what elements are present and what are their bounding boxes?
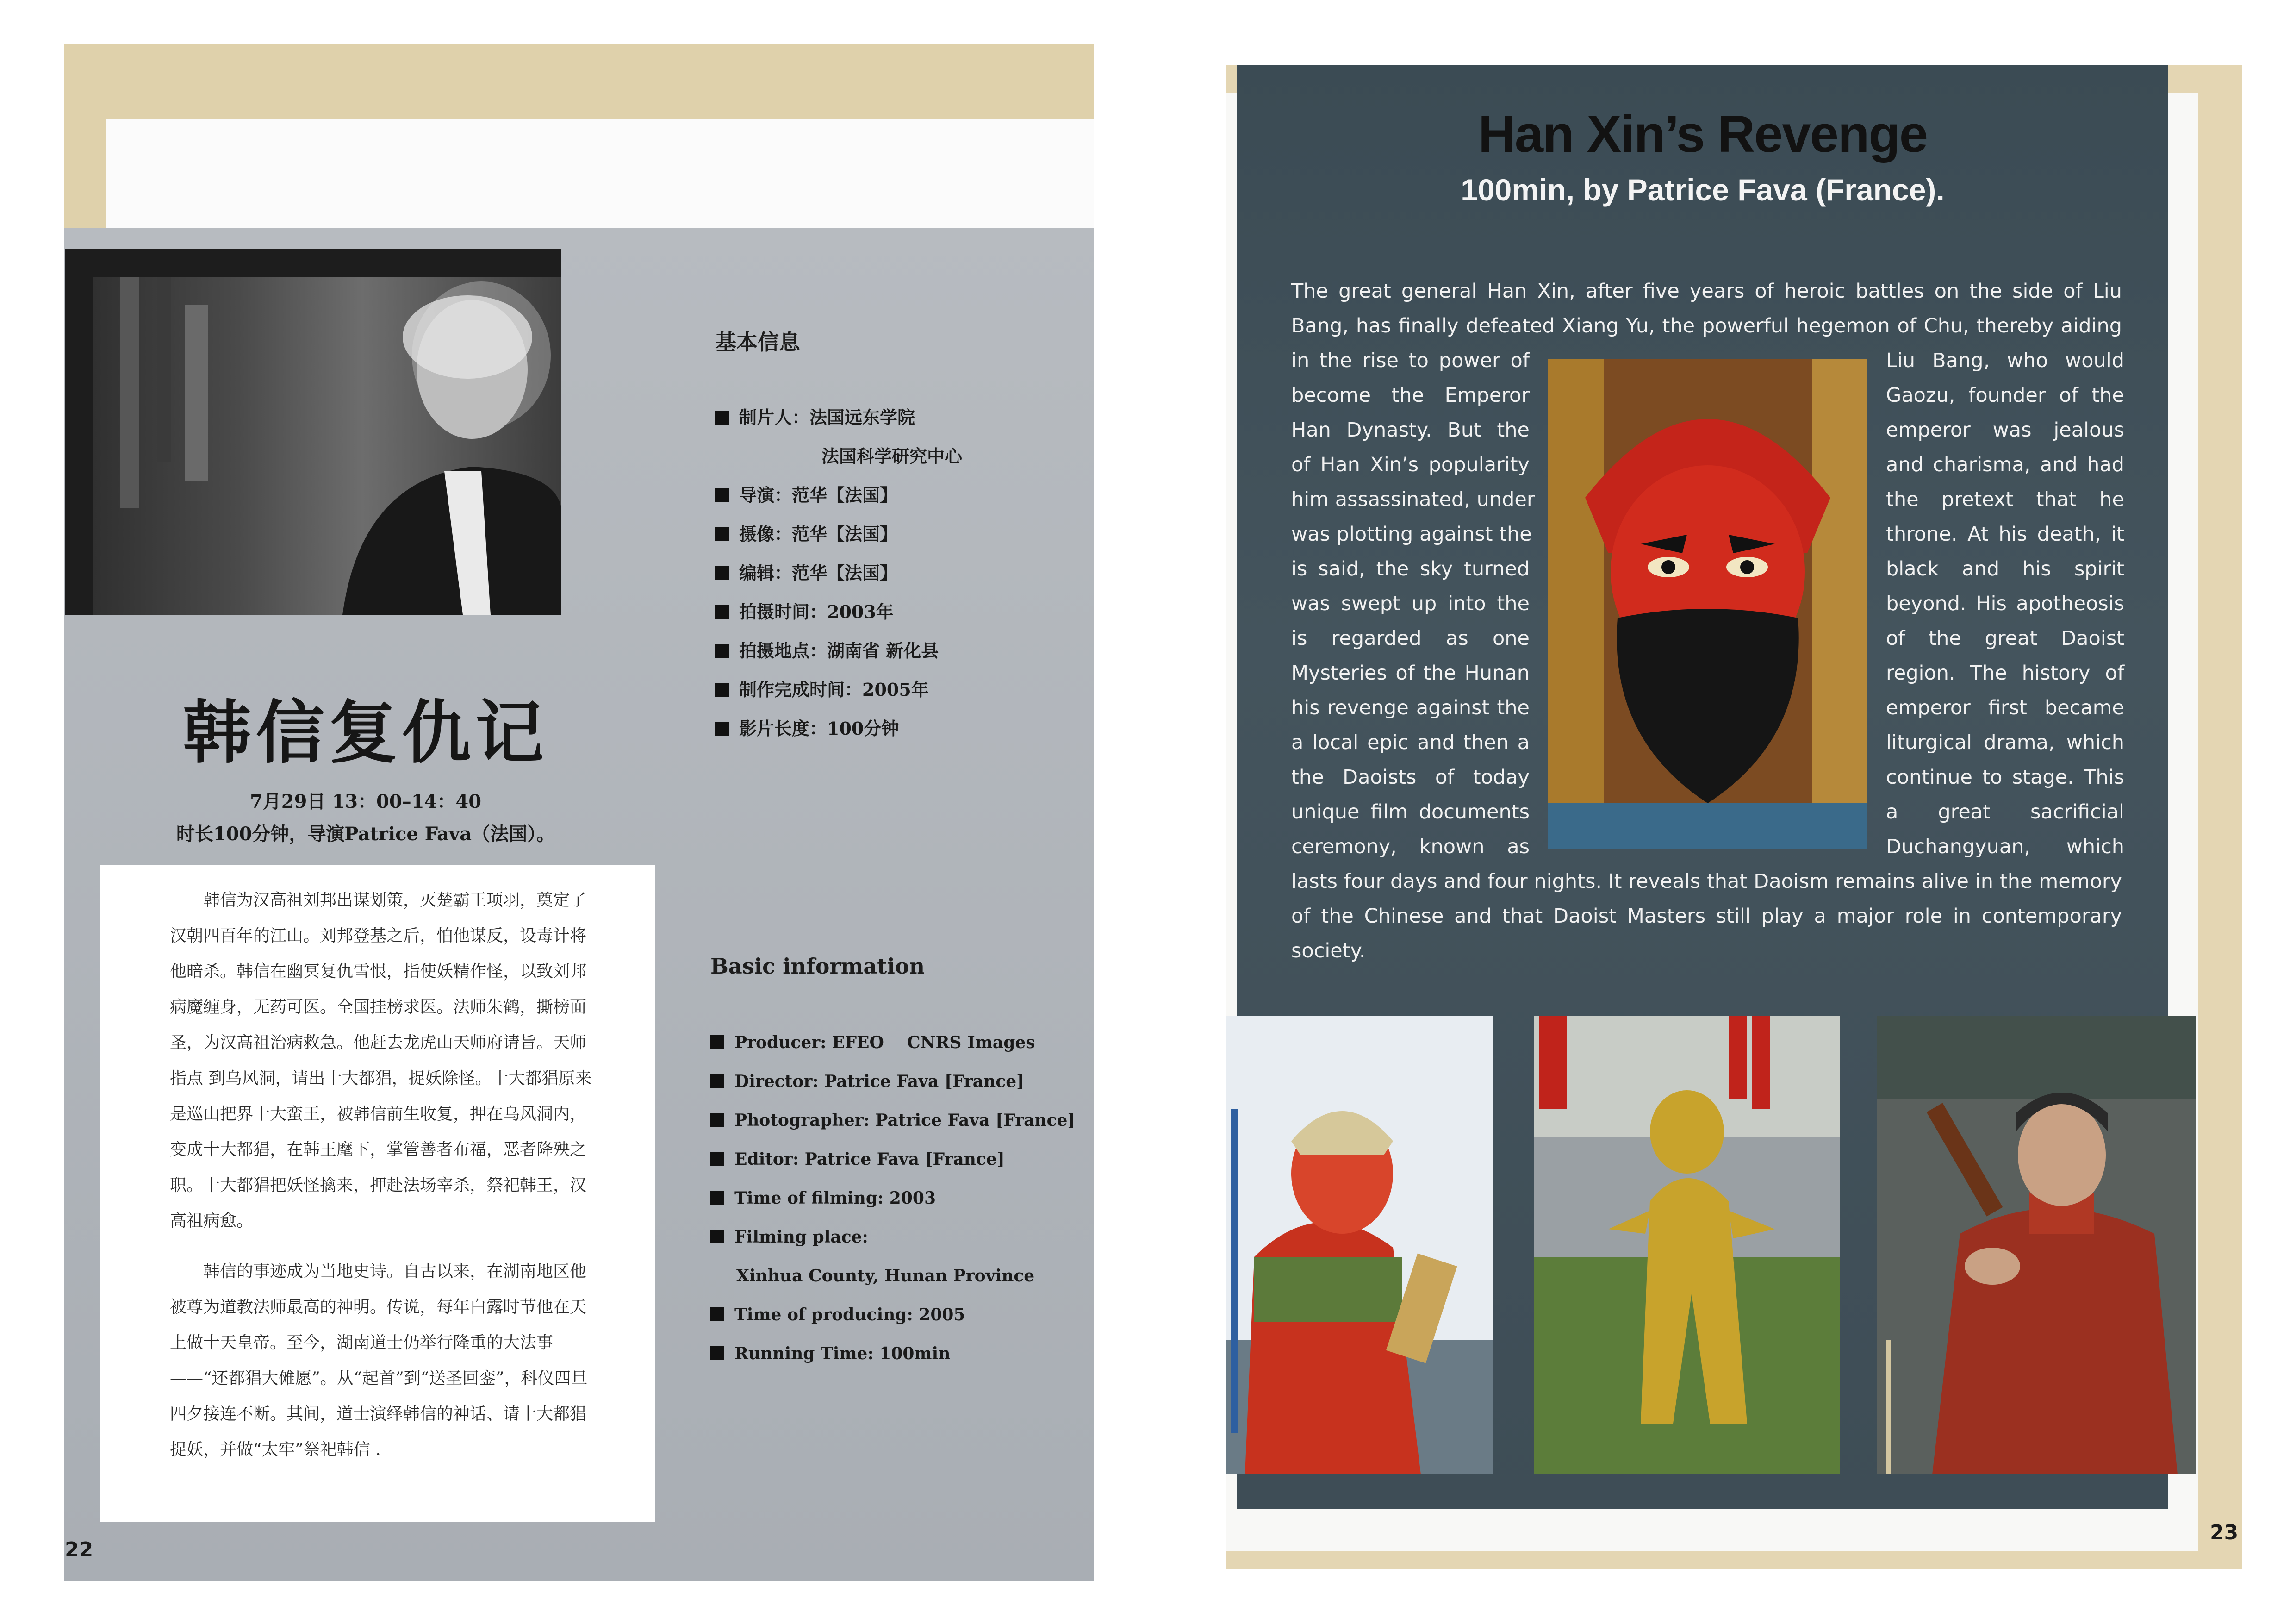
- screening-time: 7月29日 13：00–14：40: [249, 791, 482, 812]
- list-item: Running Time: 100min: [710, 1334, 1095, 1373]
- square-bullet-icon: [710, 1074, 724, 1088]
- page-number-right: 23: [2210, 1521, 2239, 1544]
- chinese-info-list: [715, 398, 1085, 748]
- synopsis-paragraph-2: 韩信的事迹成为当地史诗。自古以来，在湖南地区他被尊为道教法师最高的神明。传说，每年白露时节他在天上做十天皇帝。至今，湖南道士仍举行隆重的大法事——“还都猖大傩愿”。从“起首”到“送圣回銮”，科仪四旦四夕接连不断。其间，道士演绎韩信的神话、请十大都猖捉妖，并做“太牢”祭祀韩信 .: [170, 1262, 588, 1459]
- list-item: 导演：范华【法国】: [715, 476, 1085, 515]
- synopsis-bottom-lines: lasts four days and four nights. It reveals that Daoism remains alive in the memory of the Chinese and that Daoist Masters still play a major role in contemporary society.: [1291, 870, 2122, 962]
- square-bullet-icon: [710, 1346, 724, 1360]
- square-bullet-icon: [715, 605, 729, 619]
- daoist-master-photo: [1877, 1016, 2196, 1474]
- masked-performer-photo: [1226, 1016, 1493, 1474]
- list-item: 影片长度：100分钟: [715, 709, 1085, 748]
- english-info-list: [710, 1023, 1095, 1373]
- page-number-left: 22: [65, 1538, 93, 1562]
- list-item: Time of filming: 2003: [710, 1179, 1095, 1218]
- square-bullet-icon: [715, 411, 729, 425]
- english-film-title: Han Xin’s Revenge: [1478, 105, 1928, 163]
- list-item: Editor: Patrice Fava [France]: [710, 1140, 1095, 1179]
- list-item: Producer: EFEO CNRS Images: [710, 1023, 1095, 1062]
- chinese-synopsis-box: [100, 865, 655, 1522]
- square-bullet-icon: [715, 722, 729, 736]
- list-item: 法国科学研究中心: [821, 446, 963, 467]
- list-item: Director: Patrice Fava [France]: [710, 1062, 1095, 1101]
- list-item: Filming place:: [710, 1218, 1095, 1256]
- list-item: Time of producing: 2005: [710, 1295, 1095, 1334]
- list-item: 拍摄时间：2003年: [715, 593, 1085, 631]
- tiger-costume-dancer-photo: [1534, 1016, 1840, 1474]
- duration-director-line: 时长100分钟，导演Patrice Fava（法国）。: [176, 823, 555, 845]
- square-bullet-icon: [715, 566, 729, 580]
- english-info-heading: Basic information: [710, 954, 925, 979]
- square-bullet-icon: [710, 1152, 724, 1166]
- square-bullet-icon: [715, 683, 729, 697]
- chinese-film-title: 韩信复仇记: [183, 692, 548, 773]
- square-bullet-icon: [710, 1113, 724, 1127]
- synopsis-top-lines: The great general Han Xin, after five years of heroic battles on the side of Liu Bang, has finally defeated Xiang Yu, the powerful hegemon of Chu, thereby aiding: [1291, 280, 2122, 337]
- director-portrait-photo: [65, 249, 561, 615]
- han-xin-mask-photo: [1548, 359, 1867, 849]
- list-item: 制作完成时间：2005年: [715, 670, 1085, 709]
- list-item: 编辑：范华【法国】: [715, 554, 1085, 593]
- synopsis-left-column: in the rise to power of become the Emperor Han Dynasty. But the of Han Xin’s popularity him assassinated, under was plotting against the is said, the sky turned was swept up into the is regarded as one Mysteries of the Hunan his revenge against the a local epic and then a the Daoists of today unique film documents ceremony, known as: [1291, 349, 1535, 858]
- english-subtitle: 100min, by Patrice Fava (France).: [1461, 173, 1945, 207]
- square-bullet-icon: [715, 527, 729, 541]
- left-page-top-band: [106, 119, 1094, 228]
- square-bullet-icon: [710, 1230, 724, 1243]
- synopsis-paragraph-1: 韩信为汉高祖刘邦出谋划策，灭楚霸王项羽，奠定了汉朝四百年的江山。刘邦登基之后，怕他谋反，设毒计将他暗杀。韩信在幽冥复仇雪恨，指使妖精作怪，以致刘邦病魔缠身，无药可医。全国挂榜求医。法师朱鹤，撕榜面圣，为汉高祖治病救急。他赶去龙虎山天师府请旨。天师指点 到乌风洞，请出十大都猖，捉妖除怪。十大都猖原来是巡山把界十大蛮王，被韩信前生收复，押在乌风洞内，变成十大都猖，在韩王麾下，掌管善者布福，恶者降殃之职。十大都猖把妖怪擒来，押赴法场宰杀，祭祀韩王，汉高祖病愈。: [170, 891, 592, 1230]
- square-bullet-icon: [710, 1307, 724, 1321]
- list-item: 拍摄地点：湖南省 新化县: [715, 631, 1085, 670]
- square-bullet-icon: [710, 1035, 724, 1049]
- list-item: 摄像：范华【法国】: [715, 515, 1085, 554]
- square-bullet-icon: [710, 1191, 724, 1205]
- list-item: Photographer: Patrice Fava [France]: [710, 1101, 1095, 1140]
- square-bullet-icon: [715, 488, 729, 502]
- chinese-info-heading: 基本信息: [715, 330, 800, 355]
- square-bullet-icon: [715, 644, 729, 658]
- list-item: Xinhua County, Hunan Province: [736, 1266, 1035, 1286]
- synopsis-right-column: Liu Bang, who would Gaozu, founder of the emperor was jealous and charisma, and had the pretext that he throne. At his death, it black and his spirit beyond. His apotheosis of the great Daoist region. The history of emperor first became liturgical drama, which continue to stage. This a great sacrificial Duchangyuan, which: [1886, 349, 2124, 858]
- list-item: 制片人：法国远东学院: [715, 398, 1085, 437]
